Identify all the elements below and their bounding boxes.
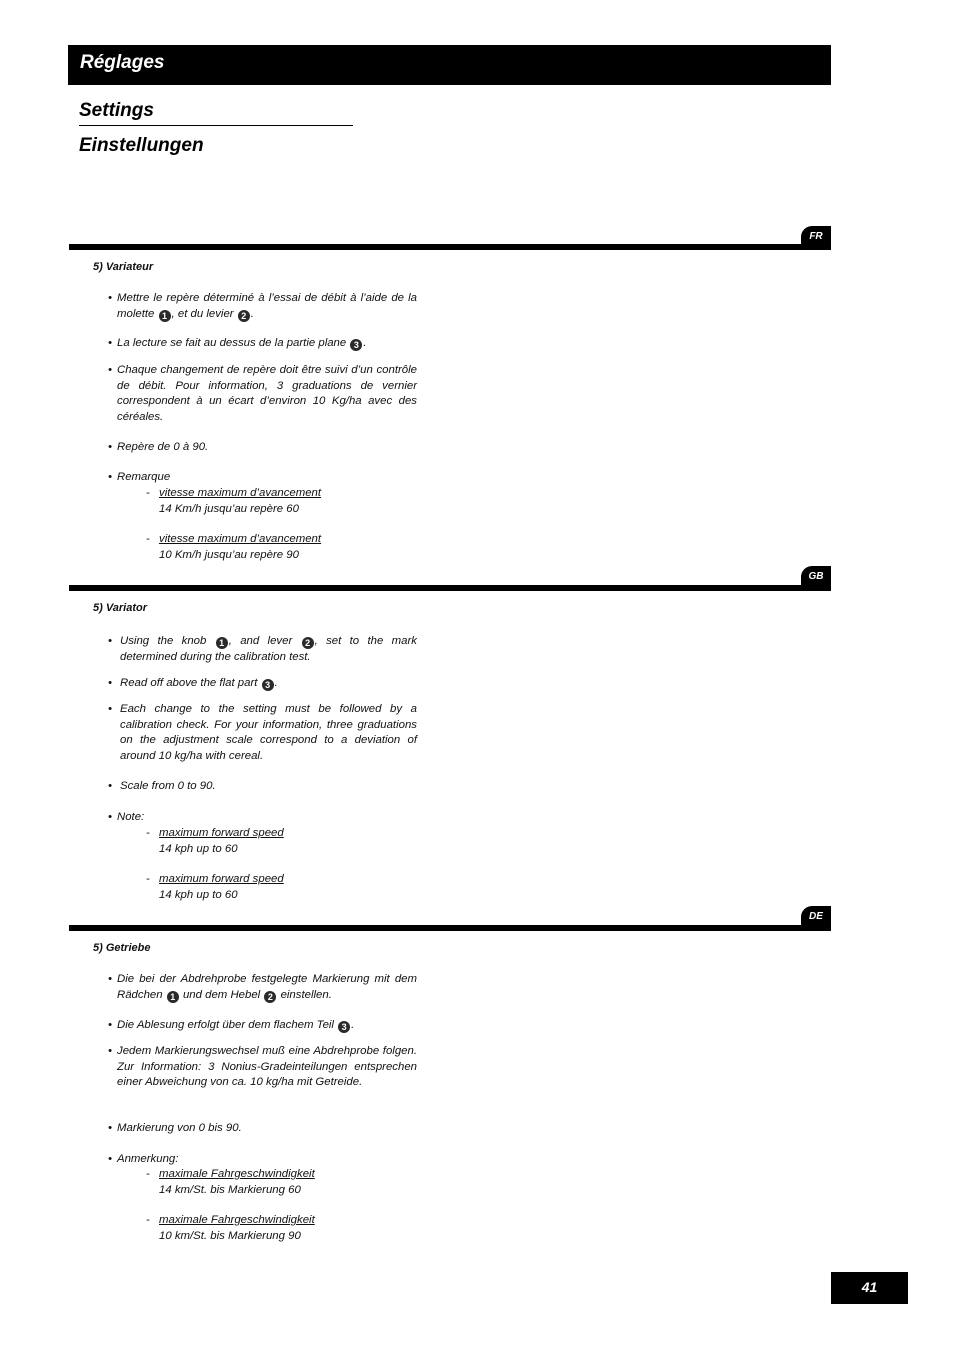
- list-item: [108, 336, 417, 352]
- list-item: [108, 1018, 417, 1034]
- list-item: [108, 291, 417, 322]
- list-item: [108, 702, 417, 764]
- note-title: maximale Fahrgeschwindigkeit: [159, 1168, 315, 1180]
- section-heading-gb: 5) Variator: [93, 602, 148, 614]
- note-value: 10 Km/h jusqu’au repère 90: [159, 548, 299, 561]
- list-item: [108, 634, 417, 665]
- bullet-glyph: •: [108, 471, 112, 483]
- item-text: Die bei der Abdrehprobe festgelegte Markierung mit dem Rädchen: [117, 973, 417, 1001]
- item-text: .: [351, 1019, 355, 1031]
- item-text: La lecture se fait au dessus de la partie plane: [117, 337, 347, 349]
- item-text: Read off above the flat part: [120, 677, 258, 689]
- callout-2-icon: 2: [302, 637, 314, 649]
- bullet-glyph: •: [108, 703, 112, 715]
- item-text: , et du levier: [171, 307, 234, 320]
- item-text: Die Ablesung erfolgt über dem flachem Teil: [117, 1019, 334, 1031]
- callout-1-icon: 1: [159, 310, 171, 322]
- item-text: Anmerkung:: [117, 1153, 179, 1165]
- note-title: vitesse maximum d’avancement: [159, 487, 322, 499]
- list-item: [108, 470, 417, 486]
- item-text: Mettre le repère déterminé à l’essai de débit à l’aide de la molette: [117, 292, 417, 320]
- item-text: Jedem Markierungswechsel muß eine Abdrehprobe folgen. Zur Information: 3 Nonius-Gradeinteilungen entsprechen einer Abweichung von ca. 10 kg/ha mit Getreide.: [117, 1045, 417, 1088]
- note-item: [146, 532, 321, 563]
- callout-1-icon: 1: [216, 637, 228, 649]
- bullet-glyph: •: [108, 337, 112, 349]
- list-item: [108, 440, 417, 456]
- list-item: [108, 1044, 417, 1091]
- subtitle-german: Einstellungen: [79, 135, 204, 156]
- callout-2-icon: 2: [264, 991, 276, 1003]
- bullet-glyph: •: [108, 973, 112, 985]
- bullet-glyph: •: [108, 292, 112, 304]
- item-text: , set to the mark determined during the calibration test.: [120, 635, 417, 663]
- item-text: .: [363, 337, 367, 349]
- dash-glyph: -: [146, 827, 150, 839]
- callout-3-icon: 3: [338, 1021, 350, 1033]
- bullet-glyph: •: [108, 364, 112, 376]
- page-number: 41: [831, 1272, 908, 1304]
- dash-glyph: -: [146, 873, 150, 885]
- bullet-glyph: •: [108, 1019, 112, 1031]
- bullet-glyph: •: [108, 635, 112, 647]
- item-text: Note:: [117, 811, 145, 823]
- note-value: 14 Km/h jusqu’au repère 60: [159, 502, 299, 515]
- callout-3-icon: 3: [262, 679, 274, 691]
- language-badge-fr: FR: [801, 226, 831, 248]
- item-text: Scale from 0 to 90.: [120, 780, 216, 792]
- note-title: vitesse maximum d’avancement: [159, 533, 322, 545]
- note-value: 14 kph up to 60: [159, 888, 238, 901]
- bullet-glyph: •: [108, 1045, 112, 1057]
- dash-glyph: -: [146, 487, 150, 499]
- note-item: [146, 872, 284, 903]
- item-text: Markierung von 0 bis 90.: [117, 1122, 242, 1134]
- item-text: Chaque changement de repère doit être suivi d’un contrôle de débit. Pour information, 3 graduations de vernier correspondent à un écart d’environ 10 Kg/ha avec des céréales.: [117, 364, 417, 423]
- callout-1-icon: 1: [167, 991, 179, 1003]
- language-badge-de: DE: [801, 906, 831, 928]
- dash-glyph: -: [146, 533, 150, 545]
- subtitle-divider: [79, 125, 353, 126]
- note-item: [146, 1213, 315, 1244]
- callout-2-icon: 2: [238, 310, 250, 322]
- subtitle-english: Settings: [79, 100, 154, 121]
- header-banner: [68, 45, 831, 85]
- section-heading-de: 5) Getriebe: [93, 942, 151, 954]
- callout-3-icon: 3: [350, 339, 362, 351]
- bullet-glyph: •: [108, 677, 112, 689]
- section-divider-gb: [69, 585, 831, 591]
- dash-glyph: -: [146, 1168, 150, 1180]
- note-title: maximum forward speed: [159, 827, 284, 839]
- section-divider-fr: [69, 244, 831, 250]
- list-item: [108, 779, 417, 795]
- bullet-glyph: •: [108, 1122, 112, 1134]
- note-value: 10 km/St. bis Markierung 90: [159, 1229, 301, 1242]
- note-title: maximum forward speed: [159, 873, 284, 885]
- item-text: Using the knob: [120, 635, 207, 647]
- note-value: 14 km/St. bis Markierung 60: [159, 1183, 301, 1196]
- item-text: Repère de 0 à 90.: [117, 441, 209, 453]
- item-text: einstellen.: [280, 988, 332, 1001]
- item-text: , and lever: [228, 635, 293, 647]
- bullet-glyph: •: [108, 1153, 112, 1165]
- bullet-glyph: •: [108, 811, 112, 823]
- bullet-glyph: •: [108, 780, 112, 792]
- note-value: 14 kph up to 60: [159, 842, 238, 855]
- note-item: [146, 826, 284, 857]
- list-item: [108, 810, 417, 826]
- list-item: [108, 1121, 417, 1137]
- note-item: [146, 486, 321, 517]
- bullet-glyph: •: [108, 441, 112, 453]
- section-heading-fr: 5) Variateur: [93, 261, 154, 273]
- note-title: maximale Fahrgeschwindigkeit: [159, 1214, 315, 1226]
- list-item: [108, 1152, 417, 1168]
- item-text: Each change to the setting must be followed by a calibration check. For your information, three graduations on the adjustment scale correspond to a deviation of around 10 kg/ha with cereal.: [120, 703, 417, 762]
- note-item: [146, 1167, 315, 1198]
- list-item: [108, 676, 417, 692]
- language-badge-gb: GB: [801, 566, 831, 588]
- page-title: Réglages: [80, 52, 165, 73]
- item-text: und dem Hebel: [182, 988, 261, 1001]
- item-text: .: [274, 677, 278, 689]
- item-text: .: [250, 307, 254, 320]
- item-text: Remarque: [117, 471, 171, 483]
- list-item: [108, 972, 417, 1003]
- list-item: [108, 363, 417, 425]
- section-divider-de: [69, 925, 831, 931]
- dash-glyph: -: [146, 1214, 150, 1226]
